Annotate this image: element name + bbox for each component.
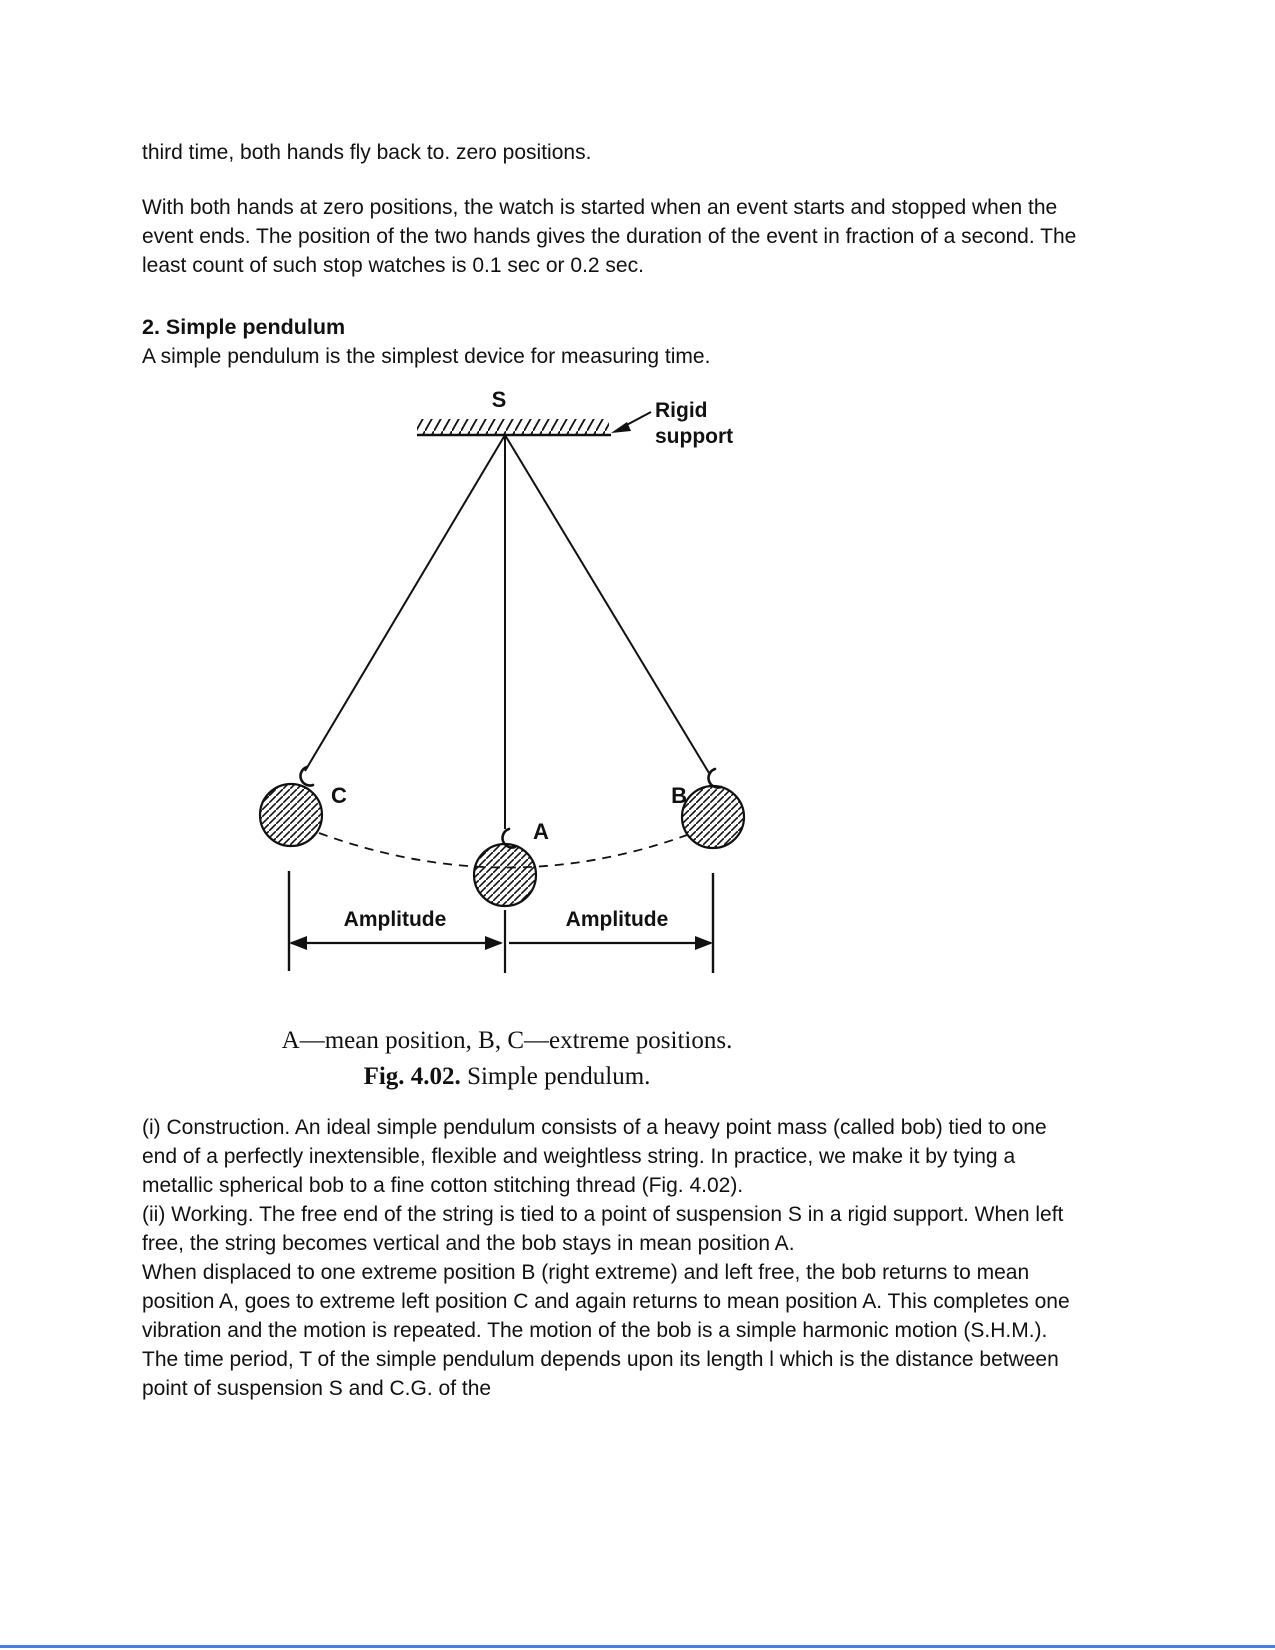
suspension-point-label: S bbox=[491, 387, 507, 412]
bob-b bbox=[682, 786, 744, 848]
section-heading: 2. Simple pendulum bbox=[142, 315, 346, 339]
bob-a bbox=[474, 844, 536, 906]
ceiling-hatching bbox=[417, 419, 609, 435]
rigid-support-label-line2: support bbox=[655, 425, 734, 448]
figure-caption-number bbox=[142, 1059, 872, 1095]
label-c: C bbox=[331, 783, 347, 808]
figure-caption-positions: A—mean position, B, C—extreme positions. bbox=[281, 1027, 733, 1054]
rigid-support-label-line1: Rigid bbox=[655, 399, 708, 422]
figure-title: Simple pendulum. bbox=[460, 1063, 651, 1090]
string-right bbox=[505, 435, 709, 773]
pendulum-figure bbox=[142, 383, 1082, 983]
label-b: B bbox=[671, 783, 687, 808]
page-bottom-rule bbox=[0, 1645, 1275, 1648]
paragraph-working: (ii) Working. The free end of the string is tied to a point of suspension S in a rigid support. When left free, the string becomes vertical and the bob stays in mean position A. bbox=[142, 1203, 1064, 1255]
arrowhead-left-out bbox=[289, 936, 307, 950]
paragraph-stopwatch: With both hands at zero positions, the watch is started when an event starts and stopped when the event ends. The position of the two hands gives the duration of the event in fraction of a second. The least count of such stop watches is 0.1 sec or 0.2 sec. bbox=[142, 196, 1077, 277]
label-a: A bbox=[533, 819, 549, 844]
paragraph-vibration: When displaced to one extreme position B (right extreme) and left free, the bob returns to mean position A, goes to extreme left position C and again returns to mean position A. This completes one vibration and the motion is repeated. The motion of the bob is a simple harmonic motion (S.H.M.). The time period, T of the simple pendulum depends upon its length l which is the distance between point of suspension S and C.G. of the bbox=[142, 1261, 1070, 1400]
spacer bbox=[142, 167, 1082, 193]
paragraph-construction: (i) Construction. An ideal simple pendulum consists of a heavy point mass (called bob) tied to one end of a perfectly inextensible, flexible and weightless string. In practice, we make it by tying a metallic spherical bob to a fine cotton stitching thread (Fig. 4.02). bbox=[142, 1116, 1047, 1197]
spacer bbox=[142, 280, 1082, 313]
figure-caption bbox=[142, 1023, 872, 1095]
bob-b-hook bbox=[709, 769, 721, 787]
amplitude-label-right: Amplitude bbox=[565, 908, 669, 931]
amplitude-label-left: Amplitude bbox=[343, 908, 447, 931]
paragraph-intro: third time, both hands fly back to. zero positions. bbox=[142, 141, 592, 164]
arrowhead-left-in bbox=[485, 936, 503, 950]
string-left bbox=[305, 435, 505, 771]
bob-c bbox=[260, 784, 322, 846]
body-text-block bbox=[142, 1113, 1082, 1403]
arrowhead-right-out bbox=[695, 936, 713, 950]
figure-number: Fig. 4.02. bbox=[363, 1063, 461, 1090]
pendulum-diagram bbox=[227, 383, 787, 983]
section-subtext: A simple pendulum is the simplest device for measuring time. bbox=[142, 345, 711, 368]
document-page bbox=[142, 138, 1082, 1403]
